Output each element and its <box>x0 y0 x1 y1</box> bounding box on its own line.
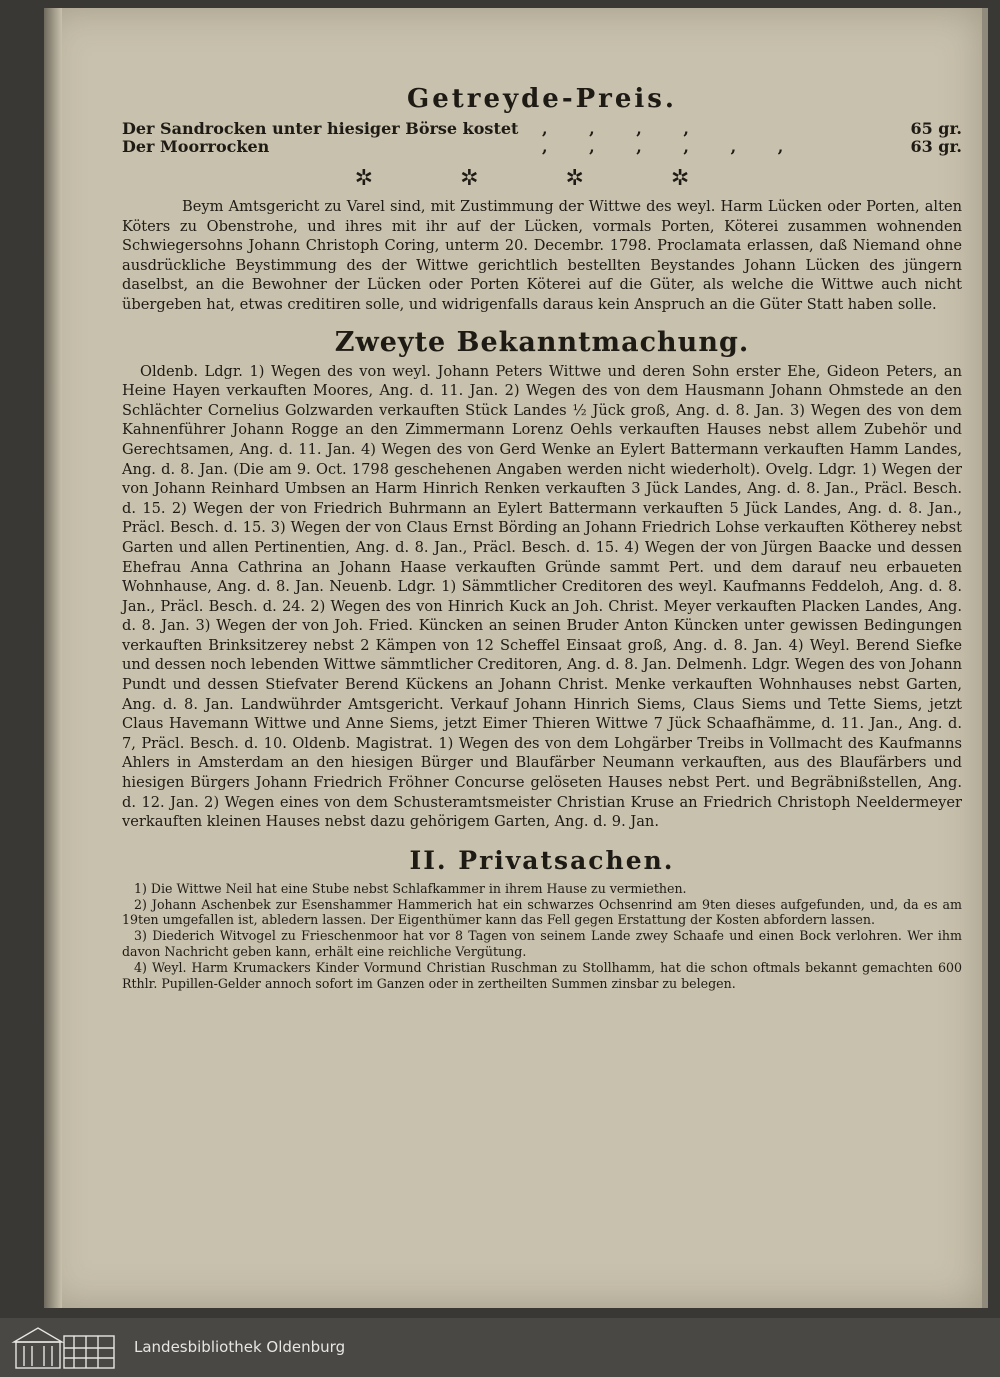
price-dots: , , , , , , <box>542 137 802 156</box>
ornament-stars: ✲ ✲ ✲ ✲ <box>354 166 730 191</box>
page-spine-shadow <box>44 8 62 1308</box>
price-value: 63 gr. <box>910 137 962 156</box>
private-item: 4) Weyl. Harm Krumackers Kinder Vormund Christian Ruschman zu Stollhamm, hat die schon oftmals bekannt gemachten 600 Rthlr. Pupillen-Gelder annoch sofort im Ganzen oder in zertheilten Summen zinsbar zu belegen. <box>122 959 962 991</box>
library-building-icon <box>8 1322 120 1372</box>
section-heading-second-notice: Zweyte Bekanntmachung. <box>334 326 750 358</box>
scanned-page <box>44 8 988 1308</box>
notice-paragraph-varel: Beym Amtsgericht zu Varel sind, mit Zustimmung der Wittwe des weyl. Harm Lücken oder Porten, alten Köters zu Obenstrohe, und ihres mit ihr auf der Lücken, vormals Porten, Köterei zusammen wohnenden Schwiegersohns Johann Christoph Coring, unterm 20. Decembr. 1798. Proclamata erlassen, daß Niemand ohne ausdrückliche Beystimmung des der Wittwe gerichtlich bestellten Beystandes Johann Lücken des jüngern daselbst, an die Bewohner der Lücken oder Porten Köterei auf die Güter, als welche die Wittwe auch nicht übergeben hat, etwas creditiren solle, und widrigenfalls daraus kein Anspruch an die Güter Statt haben solle. <box>122 198 962 313</box>
price-value: 65 gr. <box>910 119 962 138</box>
notice-paragraph-court-announcements: Oldenb. Ldgr. 1) Wegen des von weyl. Johann Peters Wittwe und deren Sohn erster Ehe, Gideon Peters, an Heine Hayen verkauften Moores, Ang. d. 11. Jan. 2) Wegen des von dem Hausmann Johann Ohmstede an den Schlächter Cornelius Golzwarden verkauften Stück Landes ½ Jück groß, Ang. d. 8. Jan. 3) Wegen des von dem Kahnenführer Johann Rogge an den Zimmermann Lorenz Oehls verkauften Hauses nebst allem Zubehör und Gerechtsamen, Ang. d. 11. Jan. 4) Wegen des von Gerd Wenke an Eylert Battermann verkauften Hamm Landes, Ang. d. 8. Jan. (Die am 9. Oct. 1798 geschehenen Angaben werden nicht wiederholt). Ovelg. Ldgr. 1) Wegen der von Johann Reinhard Umbsen an Harm Hinrich Renken verkauften 3 Jück Landes, Ang. d. 8. Jan., Präcl. Besch. d. 15. 2) Wegen der von Friedrich Buhrmann an Eylert Battermann verkauften 5 Jück Landes, Ang. d. 8. Jan., Präcl. Besch. d. 15. 3) Wegen der von Claus Ernst Börding an Johann Friedrich Lohse verkauften Kötherey nebst Garten und allen Pertinentien, Ang. d. 8. Jan., Präcl. Besch. d. 15. 4) Wegen der von Jürgen Baacke und dessen Ehefrau Anna Cathrina an Johann Haase verkauften Gründe sammt Pert. und dem darauf neu erbaueten Wohnhause, Ang. d. 8. Jan. Neuenb. Ldgr. 1) Sämmtlicher Creditoren des weyl. Kaufmanns Feddeloh, Ang. d. 8. Jan., Präcl. Besch. d. 24. 2) Wegen des von Hinrich Kuck an Joh. Christ. Meyer verkauften Placken Landes, Ang. d. 8. Jan. 3) Wegen der von Joh. Fried. Küncken an seinen Bruder Anton Küncken unter gewissen Bedingungen verkauften Brinksitzerey nebst 2 Kämpen von 12 Scheffel Einsaat groß, Ang. d. 8. Jan. 4) Weyl. Berend Siefke und dessen noch lebenden Wittwe sämmtlicher Creditoren, Ang. d. 8. Jan. Delmenh. Ldgr. Wegen des von Johann Pundt und dessen Stiefvater Berend Kückens an Johann Christ. Menke verkauften Wohnhauses nebst Garten, Ang. d. 8. Jan. Landwührder Amtsgericht. Verkauf Johann Hinrich Siems, Claus Siems und Tette Siems, jetzt Claus Havemann Wittwe und Anne Siems, jetzt Eimer Thieren Wittwe 7 Jück Schaafhämme, d. 11. Jan., Ang. d. 7, Präcl. Besch. d. 10. Oldenb. Magistrat. 1) Wegen des von dem Lohgärber Treibs in Vollmacht des Kaufmanns Ahlers in Amsterdam an den hiesigen Bürger und Blaufärber Neumann verkauften, aus des Blaufärbers und hiesigen Bürgers Johann Friedrich Fröhner Concurse gelöseten Hauses nebst Pert. und Begräbnißstellen, Ang. d. 12. Jan. 2) Wegen eines von dem Schusteramtsmeister Christian Kruse an Friedrich Christoph Neeldermeyer verkauften kleinen Hauses nebst dazu gehörigem Garten, Ang. d. 9. Jan. <box>122 362 962 831</box>
library-name: Landesbibliothek Oldenburg <box>134 1338 346 1356</box>
price-label: Der Sandrocken unter hiesiger Börse kostet <box>122 119 519 138</box>
price-row <box>122 138 962 156</box>
price-title: Getreyde-Preis. <box>407 84 677 114</box>
page-content <box>122 84 962 991</box>
private-item: 2) Johann Aschenbek zur Esenshammer Hammerich hat ein schwarzes Ochsenrind am 9ten dieses aufgefunden, und, da es am 19ten umgefallen ist, abledern lassen. Der Eigenthümer kann das Fell gegen Erstattung der Kosten abfordern lassen. <box>122 896 962 928</box>
price-dots: , , , , <box>542 119 707 138</box>
private-item: 3) Diederich Witvogel zu Frieschenmoor hat vor 8 Tagen von seinem Lande zwey Schaafe und einen Bock verlohren. Wer ihm davon Nachricht geben kann, erhält eine reichliche Vergütung. <box>122 928 962 959</box>
price-label: Der Moorrocken <box>122 137 270 156</box>
section-heading-private-matters: II. Privatsachen. <box>409 845 675 875</box>
private-item: 1) Die Wittwe Neil hat eine Stube nebst Schlafkammer in ihrem Hause zu vermiethen. <box>134 880 687 896</box>
price-row <box>122 120 962 138</box>
viewer-footer <box>0 1318 1000 1377</box>
